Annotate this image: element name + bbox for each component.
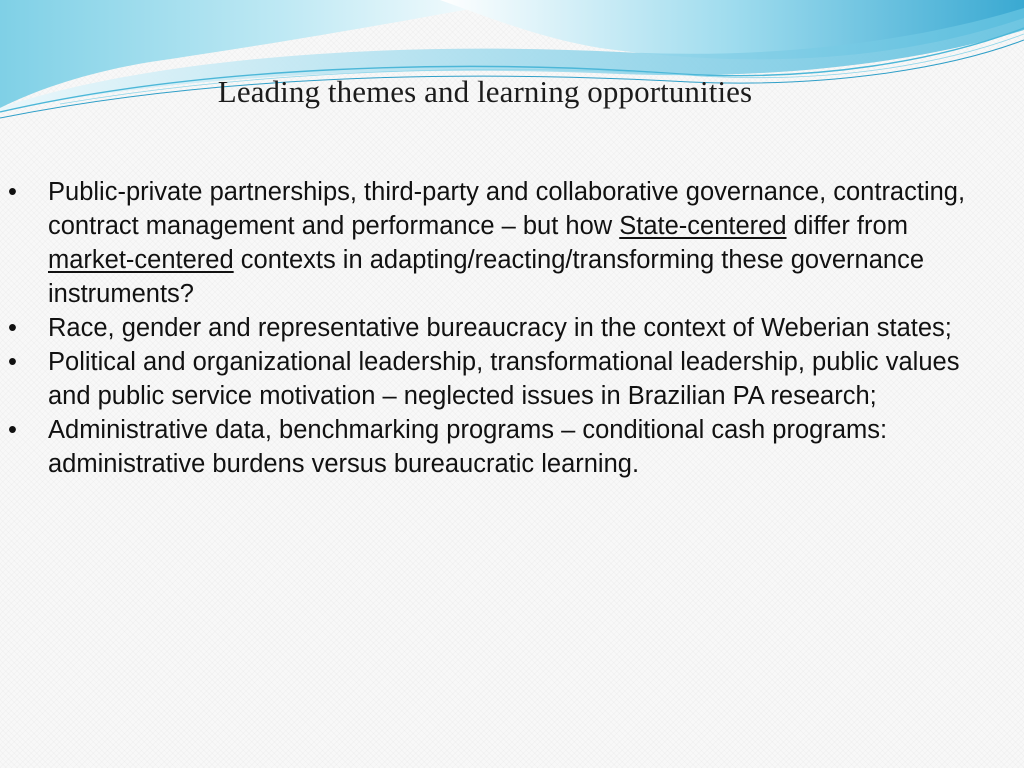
bullet-list (0, 175, 1000, 481)
bullet-item (0, 413, 1000, 481)
bullet-text: differ from (786, 212, 908, 240)
underlined-term-state-centered: State-centered (619, 212, 787, 240)
underlined-term-market-centered: market-centered (48, 246, 234, 274)
bullet-marker: • (8, 314, 17, 342)
bullet-item (0, 175, 1000, 311)
slide-title: Leading themes and learning opportunities (217, 74, 753, 109)
bullet-text: Administrative data, benchmarking programs – conditional cash programs: administrative burdens versus bureaucratic learning. (48, 416, 888, 478)
bullet-item (0, 311, 1000, 345)
bullet-text: Public-private partnerships, third-party and collaborative governance, contracting, contract management and performance – but how (48, 178, 966, 240)
bullet-marker: • (8, 178, 17, 206)
bullet-marker: • (8, 348, 17, 376)
bullet-text: contexts in adapting/reacting/transforming these governance instruments? (48, 246, 925, 308)
header-wave-decoration (0, 0, 1024, 130)
bullet-marker: • (8, 416, 17, 444)
bullet-text: Political and organizational leadership, transformational leadership, public values and public service motivation – neglected issues in Brazilian PA research; (48, 348, 960, 410)
bullet-text: Race, gender and representative bureaucracy in the context of Weberian states; (48, 314, 952, 342)
bullet-item (0, 345, 1000, 413)
